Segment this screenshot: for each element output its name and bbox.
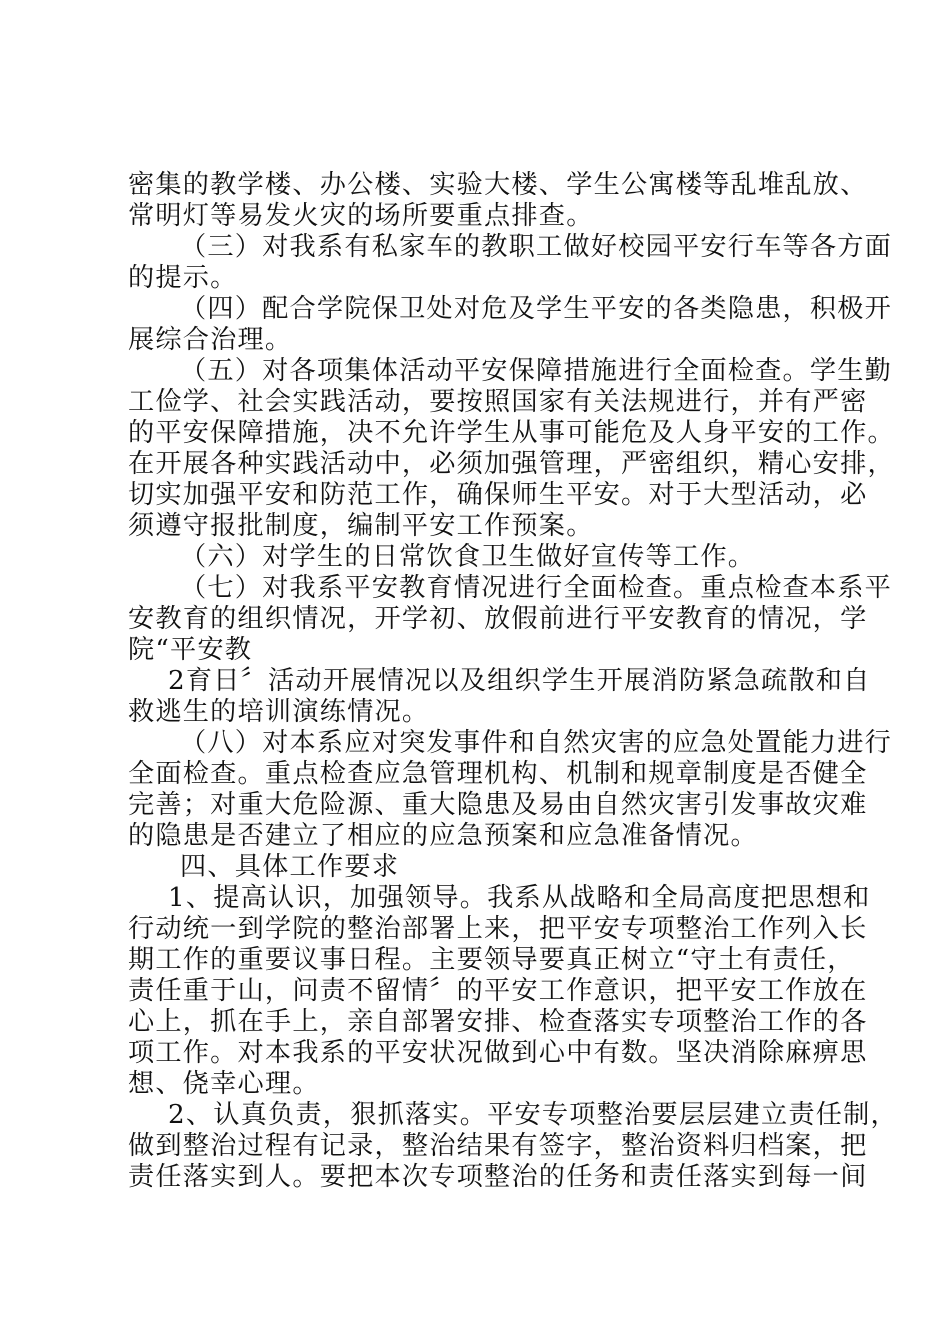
text-line: 安教育的组织情况，开学初、放假前进行平安教育的情况，学: [128, 604, 868, 634]
text-line: 院“平安教: [128, 635, 253, 665]
text-line: 密集的教学楼、办公楼、实验大楼、学生公寓楼等乱堆乱放、: [128, 170, 868, 200]
text-line: 常明灯等易发火灾的场所要重点排查。: [128, 201, 594, 231]
text-line: 在开展各种实践活动中，必须加强管理，严密组织，精心安排，: [128, 449, 895, 479]
text-line: 行动统一到学院的整治部署上来，把平安专项整治工作列入长: [128, 914, 868, 944]
text-line: 项工作。对本我系的平安状况做到心中有数。坚决消除麻痹思: [128, 1038, 868, 1068]
section-heading: 四、具体工作要求: [180, 852, 400, 882]
document-body: [128, 170, 898, 1193]
text-line: 做到整治过程有记录，整治结果有签字，整治资料归档案，把: [128, 1131, 868, 1161]
text-line: 须遵守报批制度，编制平安工作预案。: [128, 511, 594, 541]
text-line: 救逃生的培训演练情况。: [128, 697, 430, 727]
text-line: 的提示。: [128, 263, 238, 293]
text-line: 展综合治理。: [128, 325, 293, 355]
text-line: 1、提高认识，加强领导。我系从战略和全局高度把思想和: [168, 883, 871, 913]
text-line: 想、侥幸心理。: [128, 1069, 320, 1099]
text-line: （四）配合学院保卫处对危及学生平安的各类隐患，积极开: [180, 294, 893, 324]
text-line: （七）对我系平安教育情况进行全面检查。重点检查本系平: [180, 573, 893, 603]
text-line: 全面检查。重点检查应急管理机构、机制和规章制度是否健全: [128, 759, 868, 789]
text-line: 完善；对重大危险源、重大隐患及易由自然灾害引发事故灾难: [128, 790, 868, 820]
text-line: 的平安保障措施，决不允许学生从事可能危及人身平安的工作。: [128, 418, 895, 448]
text-line: 期工作的重要议事日程。主要领导要真正树立“守土有责任，: [128, 945, 855, 975]
text-line: 责任重于山，问责不留情〞的平安工作意识，把平安工作放在: [128, 976, 868, 1006]
text-line: （六）对学生的日常饮食卫生做好宣传等工作。: [180, 542, 756, 572]
text-line: 2、认真负责，狠抓落实。平安专项整治要层层建立责任制，: [168, 1100, 898, 1130]
text-line: 心上，抓在手上，亲自部署安排、检查落实专项整治工作的各: [128, 1007, 868, 1037]
text-line: （五）对各项集体活动平安保障措施进行全面检查。学生勤: [180, 356, 893, 386]
text-line: 工俭学、社会实践活动，要按照国家有关法规进行，并有严密: [128, 387, 868, 417]
text-line: （八）对本系应对突发事件和自然灾害的应急处置能力进行: [180, 728, 893, 758]
text-line: 责任落实到人。要把本次专项整治的任务和责任落实到每一间: [128, 1162, 868, 1192]
text-line: （三）对我系有私家车的教职工做好校园平安行车等各方面: [180, 232, 893, 262]
text-line: 的隐患是否建立了相应的应急预案和应急准备情况。: [128, 821, 758, 851]
text-line: 2育日〞活动开展情况以及组织学生开展消防紧急疏散和自: [168, 666, 871, 696]
text-line: 切实加强平安和防范工作，确保师生平安。对于大型活动，必: [128, 480, 868, 510]
